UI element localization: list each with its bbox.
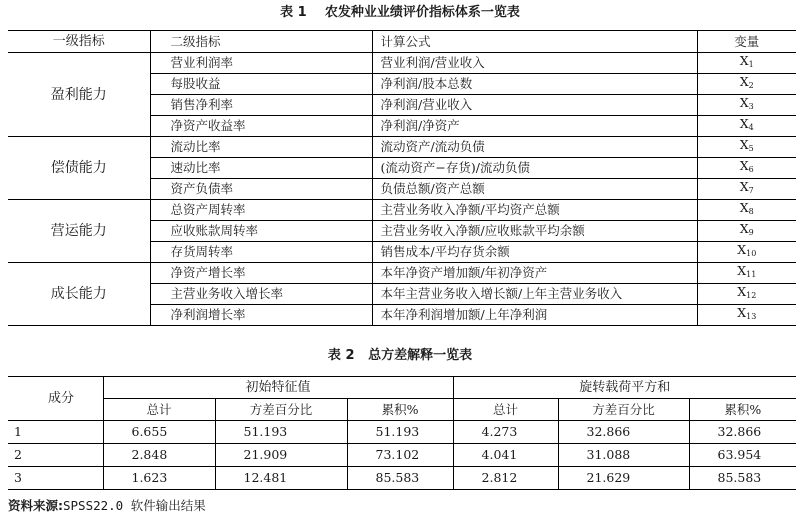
variable-letter: X — [737, 284, 747, 299]
formula: 本年净利润增加额/上年净利润 — [372, 305, 697, 326]
variable-subscript: 3 — [748, 102, 754, 111]
level2-indicator: 流动比率 — [150, 137, 372, 158]
rotation-loadings-header: 旋转载荷平方和 — [453, 377, 796, 399]
level2-indicator: 净资产收益率 — [150, 116, 372, 137]
table-cell: 21.629 — [558, 467, 689, 490]
table-cell: 85.583 — [689, 467, 796, 490]
formula: 本年净资产增加额/年初净资产 — [372, 263, 697, 284]
table2-sub-header-row — [8, 399, 796, 421]
table-cell: 4.041 — [453, 444, 558, 467]
variable-symbol — [697, 200, 796, 221]
variable-letter: X — [739, 179, 749, 194]
level2-indicator: 净资产增长率 — [150, 263, 372, 284]
variable-symbol — [697, 284, 796, 305]
variable-symbol — [697, 242, 796, 263]
header-level1: 一级指标 — [8, 31, 150, 53]
variable-symbol — [697, 305, 796, 326]
variable-symbol — [697, 53, 796, 74]
variable-subscript: 6 — [748, 165, 754, 174]
component-number: 1 — [8, 421, 103, 444]
level1-indicator: 盈利能力 — [8, 53, 150, 137]
table2-group-header-row — [8, 377, 796, 399]
component-number: 3 — [8, 467, 103, 490]
level2-indicator: 主营业务收入增长率 — [150, 284, 372, 305]
variable-symbol — [697, 263, 796, 284]
table-cell: 2.812 — [453, 467, 558, 490]
table-cell: 63.954 — [689, 444, 796, 467]
component-number: 2 — [8, 444, 103, 467]
table-row — [8, 137, 796, 158]
component-header: 成分 — [8, 377, 103, 421]
formula: 本年主营业务收入增长额/上年主营业务收入 — [372, 284, 697, 305]
indicator-system-table — [8, 30, 796, 326]
variable-subscript: 12 — [746, 291, 757, 300]
header-variable: 变量 — [697, 31, 796, 53]
variable-symbol — [697, 116, 796, 137]
sub-header: 总计 — [103, 399, 215, 421]
formula: 净利润/净资产 — [372, 116, 697, 137]
header-formula: 计算公式 — [372, 31, 697, 53]
sub-header: 累积% — [689, 399, 796, 421]
level2-indicator: 净利润增长率 — [150, 305, 372, 326]
table-cell: 6.655 — [103, 421, 215, 444]
level2-indicator: 资产负债率 — [150, 179, 372, 200]
level2-indicator: 总资产周转率 — [150, 200, 372, 221]
formula: 主营业务收入净额/平均资产总额 — [372, 200, 697, 221]
variable-letter: X — [739, 200, 749, 215]
table1-header-row — [8, 31, 796, 53]
variable-symbol — [697, 158, 796, 179]
variable-letter: X — [737, 263, 747, 278]
formula: (流动资产−存货)/流动负债 — [372, 158, 697, 179]
source-label: 资料来源: — [8, 498, 63, 513]
formula: 主营业务收入净额/应收账款平均余额 — [372, 221, 697, 242]
variable-letter: X — [739, 158, 749, 173]
variance-explained-table — [8, 376, 796, 490]
table-row — [8, 444, 796, 467]
variable-letter: X — [739, 137, 749, 152]
table-cell: 51.193 — [347, 421, 453, 444]
variable-symbol — [697, 221, 796, 242]
variable-subscript: 4 — [748, 123, 754, 132]
source-text: SPSS22.0 软件输出结果 — [63, 498, 206, 513]
formula: 净利润/股本总数 — [372, 74, 697, 95]
table-row — [8, 467, 796, 490]
table-cell: 21.909 — [215, 444, 347, 467]
table-cell: 1.623 — [103, 467, 215, 490]
variable-subscript: 13 — [746, 312, 757, 321]
variable-letter: X — [739, 74, 749, 89]
table-row — [8, 263, 796, 284]
level2-indicator: 销售净利率 — [150, 95, 372, 116]
formula: 销售成本/平均存货余额 — [372, 242, 697, 263]
table-row — [8, 53, 796, 74]
formula: 净利润/营业收入 — [372, 95, 697, 116]
sub-header: 累积% — [347, 399, 453, 421]
table-row — [8, 200, 796, 221]
variable-subscript: 1 — [748, 60, 754, 69]
level2-indicator: 速动比率 — [150, 158, 372, 179]
variable-letter: X — [739, 221, 749, 236]
formula: 流动资产/流动负债 — [372, 137, 697, 158]
variable-subscript: 10 — [746, 249, 757, 258]
header-level2: 二级指标 — [150, 31, 372, 53]
variable-subscript: 5 — [748, 144, 754, 153]
level1-indicator: 营运能力 — [8, 200, 150, 263]
table-cell: 32.866 — [689, 421, 796, 444]
table-cell: 73.102 — [347, 444, 453, 467]
variable-letter: X — [739, 116, 749, 131]
sub-header: 方差百分比 — [558, 399, 689, 421]
table-cell: 32.866 — [558, 421, 689, 444]
table-cell: 4.273 — [453, 421, 558, 444]
level2-indicator: 每股收益 — [150, 74, 372, 95]
variable-letter: X — [739, 53, 749, 68]
variable-subscript: 11 — [746, 270, 757, 279]
formula: 负债总额/资产总额 — [372, 179, 697, 200]
table-cell: 31.088 — [558, 444, 689, 467]
initial-eigenvalues-header: 初始特征值 — [103, 377, 453, 399]
level1-indicator: 偿债能力 — [8, 137, 150, 200]
variable-symbol — [697, 179, 796, 200]
table2-caption: 表 2 总方差解释一览表 — [327, 348, 473, 363]
variable-letter: X — [739, 95, 749, 110]
level2-indicator: 应收账款周转率 — [150, 221, 372, 242]
table-cell: 2.848 — [103, 444, 215, 467]
variable-subscript: 8 — [748, 207, 754, 216]
variable-letter: X — [737, 242, 747, 257]
level2-indicator: 营业利润率 — [150, 53, 372, 74]
variable-subscript: 9 — [748, 228, 754, 237]
formula: 营业利润/营业收入 — [372, 53, 697, 74]
table-cell: 85.583 — [347, 467, 453, 490]
sub-header: 总计 — [453, 399, 558, 421]
sub-header: 方差百分比 — [215, 399, 347, 421]
variable-symbol — [697, 95, 796, 116]
variable-symbol — [697, 74, 796, 95]
table-row — [8, 421, 796, 444]
table-cell: 12.481 — [215, 467, 347, 490]
variable-subscript: 7 — [748, 186, 754, 195]
level1-indicator: 成长能力 — [8, 263, 150, 326]
data-source-note — [8, 496, 206, 514]
variable-letter: X — [737, 305, 747, 320]
variable-subscript: 2 — [748, 81, 754, 90]
variable-symbol — [697, 137, 796, 158]
table1-caption: 表 1 农发种业业绩评价指标体系一览表 — [280, 5, 520, 20]
table-cell: 51.193 — [215, 421, 347, 444]
level2-indicator: 存货周转率 — [150, 242, 372, 263]
